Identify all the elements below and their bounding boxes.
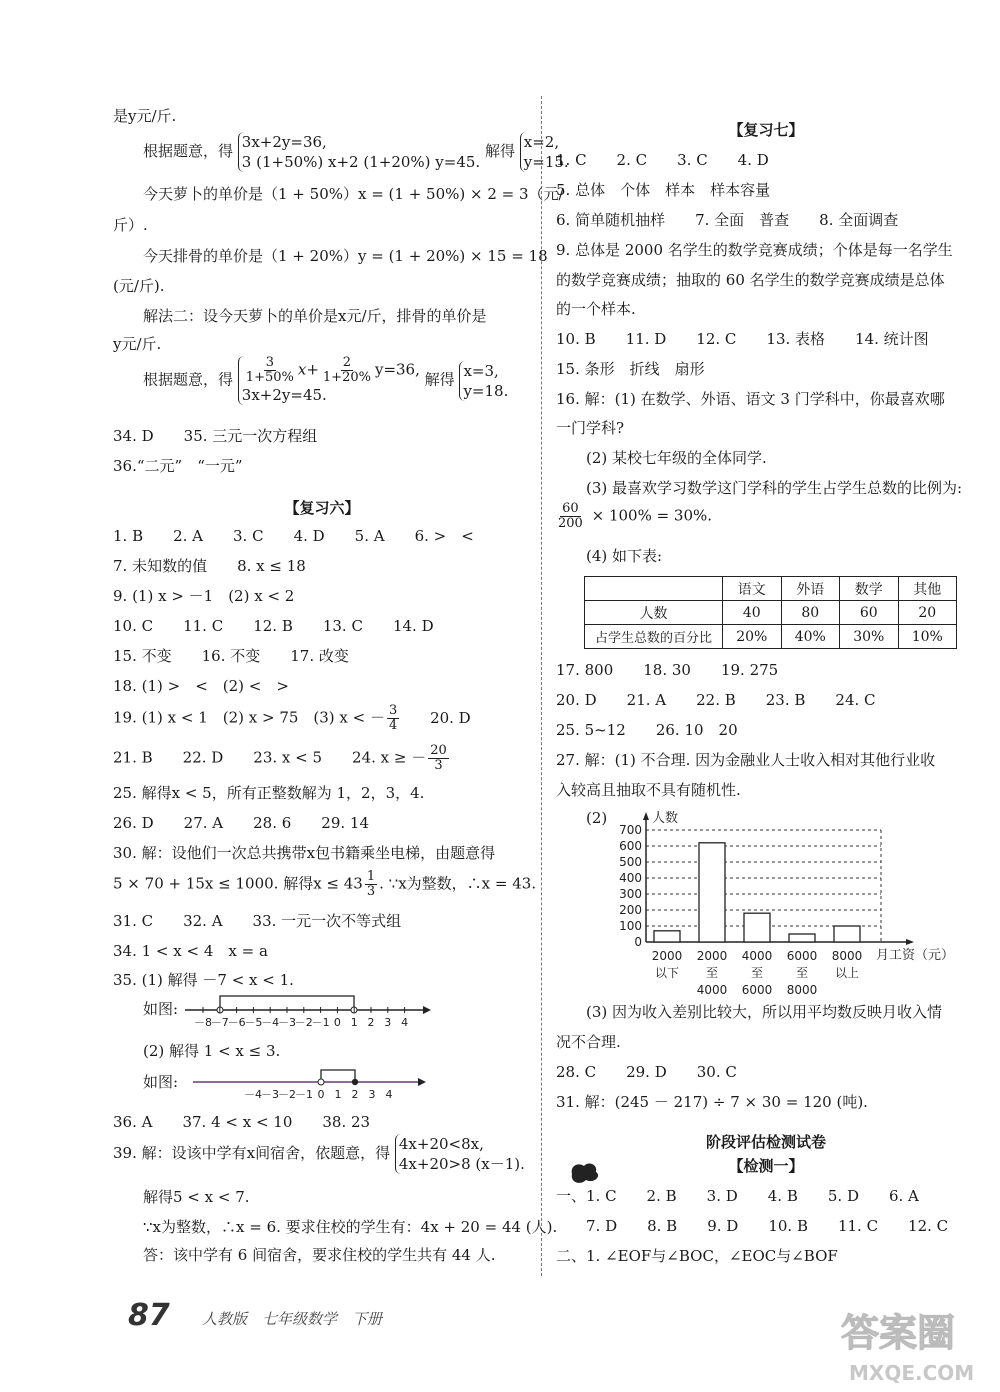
answer-line: (4) 如下表:: [586, 547, 663, 565]
x-tick-label: 8000: [786, 983, 818, 997]
answer-line: (2): [586, 809, 608, 827]
answer-line: 1. C 2. C 3. C 4. D: [556, 151, 769, 169]
text-line: (元/斤).: [113, 277, 165, 295]
table-row: [585, 625, 957, 649]
table-cell: 20%: [723, 625, 782, 649]
number-line-label: －5: [244, 1016, 263, 1028]
answer-line: 5 × 70 + 15x ≤ 1000. 解得x ≤ 43 $\frac{1}{3}$ . ∵x为整数，∴x = 43.: [113, 869, 537, 899]
answer-line: 34. 1 < x < 4 x = a: [113, 942, 268, 960]
table-cell: 60: [840, 601, 899, 625]
answer-line: 的数学竞赛成绩；抽取的 60 名学生的数学竞赛成绩是总体: [556, 271, 945, 289]
y-tick-label: 0: [634, 935, 642, 949]
number-line-label: 3: [368, 1088, 376, 1101]
answer-line: (2) 解得 1 < x ≤ 3.: [143, 1042, 281, 1060]
answer-line: 解得5 < x < 7.: [143, 1188, 250, 1206]
number-line-label: －3: [278, 1016, 296, 1028]
answer-line: 答：该中学有 6 间宿舍，要求住校的学生共有 44 人.: [143, 1246, 496, 1264]
number-line-label: －3: [261, 1088, 279, 1101]
table-row: [585, 601, 957, 625]
answer-line: 28. C 29. D 30. C: [556, 1063, 737, 1081]
number-line-label: 0: [333, 1016, 341, 1028]
number-line-2: [183, 1062, 443, 1102]
answer-line: 9. 总体是 2000 名学生的数学竞赛成绩；个体是每一名学生: [556, 241, 953, 259]
bar: [834, 926, 860, 942]
table-cell: 语文: [723, 577, 782, 601]
equation-system-2: 根据题意，得 $\frac{3}{1+50\%}$ x+ $\frac{2}{1+20\%}$ y=36, 3x+2y=45. 解得 x=3, y=18.: [143, 355, 509, 404]
answer-line: 18. (1) > < (2) < >: [113, 677, 289, 695]
number-line-label: －6: [227, 1016, 246, 1028]
section-heading: 【复习七】: [728, 121, 804, 139]
answer-line: 16. 解：(1) 在数学、外语、语文 3 门学科中，你最喜欢哪: [556, 390, 945, 408]
x-tick-label: 4000: [741, 949, 773, 963]
number-line-label: 3: [384, 1016, 392, 1028]
bar: [744, 913, 770, 942]
figure-label: 如图:: [143, 1000, 179, 1018]
answer-line: 况不合理.: [556, 1033, 621, 1051]
answer-line: 一、1. C 2. B 3. D 4. B 5. D 6. A: [556, 1187, 919, 1205]
y-tick-label: 600: [619, 839, 642, 853]
table-header-row: [585, 577, 957, 601]
y-tick-label: 200: [619, 903, 642, 917]
watermark-logo: [835, 1298, 985, 1388]
ink-blot: [568, 1160, 602, 1186]
number-line-label: 2: [367, 1016, 375, 1028]
text-line: 是y元/斤.: [113, 107, 177, 125]
y-axis-arrow: [643, 812, 649, 820]
x-tick-label: 6000: [741, 983, 773, 997]
answer-line: 6. 简单随机抽样 7. 全面 普查 8. 全面调查: [556, 211, 899, 229]
answer-line: 20. D 21. A 22. B 23. B 24. C: [556, 691, 876, 709]
answer-line: 7. 未知数的值 8. x ≤ 18: [113, 557, 306, 575]
answer-line: $\frac{60}{200}$ × 100% = 30%.: [558, 501, 713, 531]
answer-line: 30. 解：设他们一次总共携带x包书籍乘坐电梯，由题意得: [113, 844, 496, 862]
answer-line: 19. (1) x < 1 (2) x > 75 (3) x < － $\frac{3}{4}$ 20. D: [113, 703, 471, 733]
number-line-label: 0: [317, 1088, 325, 1101]
x-tick-label: 6000: [786, 949, 818, 963]
answer-line: 21. B 22. D 23. x < 5 24. x ≥ － $\frac{20}{3}$: [113, 743, 447, 773]
answer-line: (3) 最喜欢学习数学这门学科的学生占学生总数的比例为:: [586, 479, 963, 497]
stats-table: [584, 576, 957, 649]
x-tick-label: 2000: [651, 949, 683, 963]
answer-line: 15. 条形 折线 扇形: [556, 360, 705, 378]
table-cell: 10%: [898, 625, 957, 649]
number-line-label: 1: [350, 1016, 358, 1028]
answer-line: 二、1. ∠EOF与∠BOC，∠EOC与∠BOF: [556, 1247, 838, 1265]
x-tick-label: 4000: [696, 983, 728, 997]
column-divider: [541, 96, 542, 1276]
answer-line: 31. C 32. A 33. 一元一次不等式组: [113, 912, 402, 930]
x-tick-label: 2000: [696, 949, 728, 963]
answer-line: 35. (1) 解得 －7 < x < 1.: [113, 971, 294, 989]
table-cell: 30%: [840, 625, 899, 649]
text-line: 斤）.: [113, 216, 148, 234]
text-line: 今天萝卜的单价是（1 + 50%）x = (1 + 50%) × 2 = 3（元/: [143, 185, 564, 203]
number-line-label: 1: [334, 1088, 342, 1101]
answer-line: 26. D 27. A 28. 6 29. 14: [113, 814, 369, 832]
number-line-label: －2: [294, 1016, 313, 1028]
answer-line: 9. (1) x > －1 (2) x < 2: [113, 587, 295, 605]
y-tick-label: 500: [619, 855, 642, 869]
answer-line: 1. B 2. A 3. C 4. D 5. A 6. > <: [113, 527, 474, 545]
answer-line: 10. B 11. D 12. C 13. 表格 14. 统计图: [556, 330, 929, 348]
section-heading: 【检测一】: [728, 1157, 804, 1175]
answer-line: 17. 800 18. 30 19. 275: [556, 661, 779, 679]
number-line-label: 4: [385, 1088, 393, 1101]
table-cell: 其他: [898, 577, 957, 601]
x-tick-label: 以下: [654, 966, 680, 980]
answer-line: 31. 解：(245 － 217) ÷ 7 × 30 = 120 (吨).: [556, 1093, 868, 1111]
bar: [654, 931, 680, 942]
bar: [789, 934, 815, 942]
answer-line: 27. 解：(1) 不合理. 因为金融业人士收入相对其他行业收: [556, 751, 936, 769]
table-cell: 占学生总数的百分比: [585, 625, 723, 649]
x-tick-label: 以上: [834, 966, 860, 980]
text-line: 今天排骨的单价是（1 + 20%）y = (1 + 20%) × 15 = 18: [143, 247, 548, 265]
answer-line: ∵x为整数，∴x = 6. 要求住校的学生有：4x + 20 = 44 (人).: [143, 1218, 558, 1236]
y-axis-label: 人数: [652, 811, 679, 826]
number-line-label: －1: [311, 1016, 330, 1028]
table-cell: 外语: [781, 577, 840, 601]
x-tick-label: 至: [705, 966, 719, 980]
number-line-label: －1: [295, 1088, 313, 1101]
text-line: 解法二：设今天萝卜的单价是x元/斤，排骨的单价是: [143, 307, 487, 325]
equation-system-1: 根据题意，得 3x+2y=36, 3 (1+50%) x+2 (1+20%) y=45. 解得 x=2, y=15.: [143, 133, 569, 171]
y-tick-label: 700: [619, 823, 642, 837]
x-axis-label: 月工资（元）: [876, 948, 955, 963]
number-line-label: －4: [244, 1088, 262, 1101]
page-number: 87: [128, 1298, 170, 1333]
answer-line: 7. D 8. B 9. D 10. B 11. C 12. C: [586, 1217, 949, 1235]
figure-label: 如图:: [143, 1073, 179, 1091]
bar: [699, 843, 725, 942]
x-tick-label: 至: [795, 966, 809, 980]
y-tick-label: 100: [619, 919, 642, 933]
answer-line: 36. A 37. 4 < x < 10 38. 23: [113, 1113, 371, 1131]
y-tick-label: 300: [619, 887, 642, 901]
section-title: 阶段评估检测试卷: [705, 1133, 826, 1151]
text-line: y元/斤.: [113, 335, 162, 353]
number-line-label: 2: [351, 1088, 359, 1101]
answer-line: 一门学科?: [556, 419, 625, 437]
number-line-label: －8: [194, 1016, 212, 1028]
svg-text:MXQE.COM: MXQE.COM: [849, 1361, 975, 1385]
table-cell: 40: [723, 601, 782, 625]
answer-line: 39. 解：设该中学有x间宿舍，依题意，得 4x+20<8x, 4x+20>8 (x－1).: [113, 1135, 525, 1173]
answer-line: (3) 因为收入差别比较大，所以用平均数反映月收入情: [586, 1003, 943, 1021]
answer-line: 入较高且抽取不具有随机性.: [556, 781, 741, 799]
answer-line: 15. 不变 16. 不变 17. 改变: [113, 647, 349, 665]
x-tick-label: 至: [750, 966, 764, 980]
table-cell: 40%: [781, 625, 840, 649]
table-cell: 数学: [840, 577, 899, 601]
table-cell: 人数: [585, 601, 723, 625]
number-line-label: －4: [261, 1016, 280, 1028]
text-line: 34. D 35. 三元一次方程组: [113, 427, 318, 445]
answer-line: 10. C 11. C 12. B 13. C 14. D: [113, 617, 434, 635]
table-cell: 20: [898, 601, 957, 625]
answer-line: 5. 总体 个体 样本 样本容量: [556, 181, 771, 199]
answer-line: (2) 某校七年级的全体同学.: [586, 449, 767, 467]
number-line-1: [183, 988, 443, 1028]
answer-line: 25. 5~12 26. 10 20: [556, 721, 738, 739]
footer-text: 人教版 七年级数学 下册: [202, 1310, 383, 1328]
income-bar-chart: [576, 800, 956, 1000]
answer-line: 25. 解得x < 5，所有正整数解为 1，2，3，4.: [113, 784, 425, 802]
answer-line: 的一个样本.: [556, 300, 636, 318]
number-line-label: －7: [210, 1016, 229, 1028]
svg-text:答案圈: 答案圈: [841, 1311, 956, 1355]
section-heading: 【复习六】: [284, 499, 360, 517]
x-axis-arrow: [906, 939, 914, 945]
number-line-label: －2: [278, 1088, 296, 1101]
y-tick-label: 400: [619, 871, 642, 885]
table-cell: 80: [781, 601, 840, 625]
x-tick-label: 8000: [831, 949, 863, 963]
number-line-label: 4: [401, 1016, 409, 1028]
text-line: 36.“二元” “一元”: [113, 457, 243, 475]
